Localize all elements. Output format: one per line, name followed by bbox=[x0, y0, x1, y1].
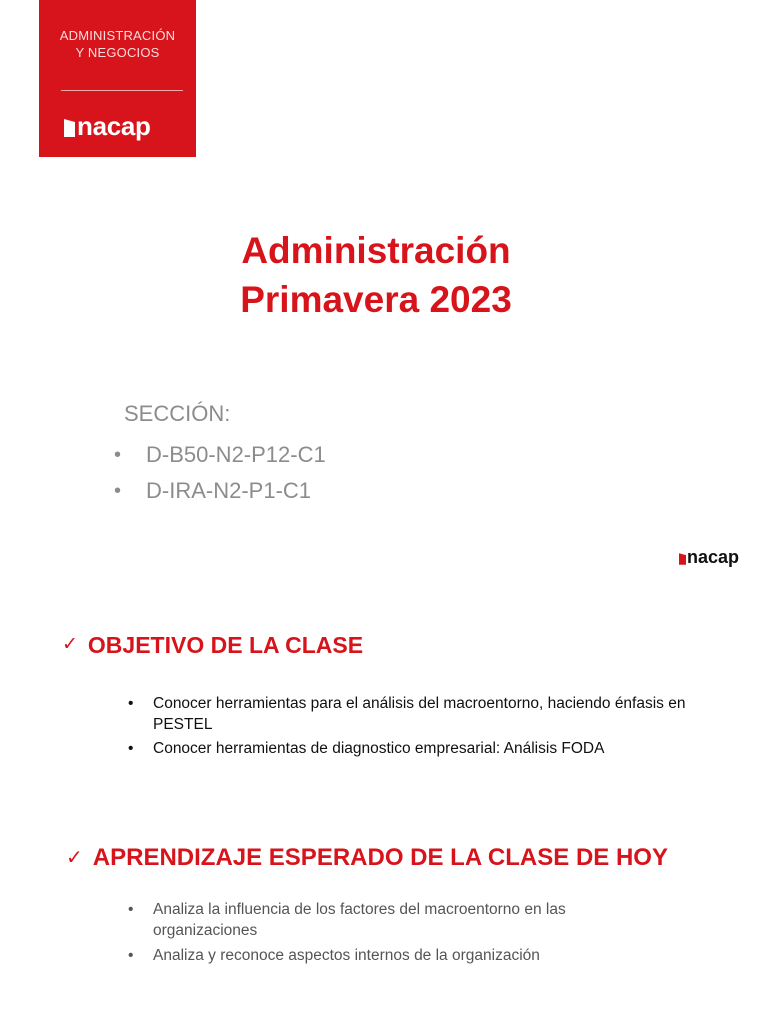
aprendizaje-heading bbox=[66, 842, 668, 874]
bullet: • bbox=[128, 695, 134, 712]
list-item-text: Conocer herramientas para el análisis del macroentorno, haciendo énfasis en PESTEL bbox=[153, 695, 686, 733]
department-label: ADMINISTRACIÓN Y NEGOCIOS bbox=[59, 28, 176, 60]
page-title bbox=[0, 226, 752, 324]
section-list bbox=[114, 437, 326, 509]
list-item bbox=[128, 899, 648, 941]
section-item bbox=[114, 437, 326, 473]
inacap-small-logo-text: nacap bbox=[687, 547, 740, 567]
inacap-logo-mark-icon bbox=[679, 553, 686, 565]
list-item bbox=[128, 945, 648, 966]
inacap-logo-mark-icon bbox=[64, 119, 75, 137]
objetivo-heading-text: OBJETIVO DE LA CLASE bbox=[87, 632, 364, 658]
aprendizaje-list bbox=[128, 899, 648, 970]
list-item-text: Analiza la influencia de los factores del macroentorno en las organizaciones bbox=[153, 901, 566, 939]
section-item bbox=[114, 473, 326, 509]
list-item-text: Analiza y reconoce aspectos internos de la organización bbox=[153, 947, 540, 964]
objetivo-list bbox=[128, 693, 688, 762]
brand-header-box bbox=[39, 0, 196, 157]
section-code: D-B50-N2-P12-C1 bbox=[146, 442, 326, 467]
section-code: D-IRA-N2-P1-C1 bbox=[146, 478, 312, 503]
title-line-2: Primavera 2023 bbox=[240, 279, 512, 320]
checkmark-icon: ✓ bbox=[66, 847, 83, 869]
inacap-small-logo bbox=[679, 545, 739, 569]
inacap-logo-text: nacap bbox=[77, 111, 151, 141]
bullet: • bbox=[114, 480, 122, 502]
section-label: SECCIÓN: bbox=[124, 401, 231, 426]
inacap-logo bbox=[64, 108, 151, 144]
list-item-text: Conocer herramientas de diagnostico empresarial: Análisis FODA bbox=[153, 740, 605, 757]
aprendizaje-heading-text: APRENDIZAJE ESPERADO DE LA CLASE DE HOY bbox=[92, 844, 668, 871]
bullet: • bbox=[128, 901, 134, 918]
checkmark-icon: ✓ bbox=[62, 634, 78, 655]
list-item bbox=[128, 738, 688, 759]
objetivo-heading bbox=[62, 630, 363, 660]
brand-divider bbox=[61, 90, 183, 91]
bullet: • bbox=[114, 444, 122, 466]
bullet: • bbox=[128, 740, 134, 757]
list-item bbox=[128, 693, 688, 735]
title-line-1: Administración bbox=[241, 230, 511, 271]
bullet: • bbox=[128, 947, 134, 964]
